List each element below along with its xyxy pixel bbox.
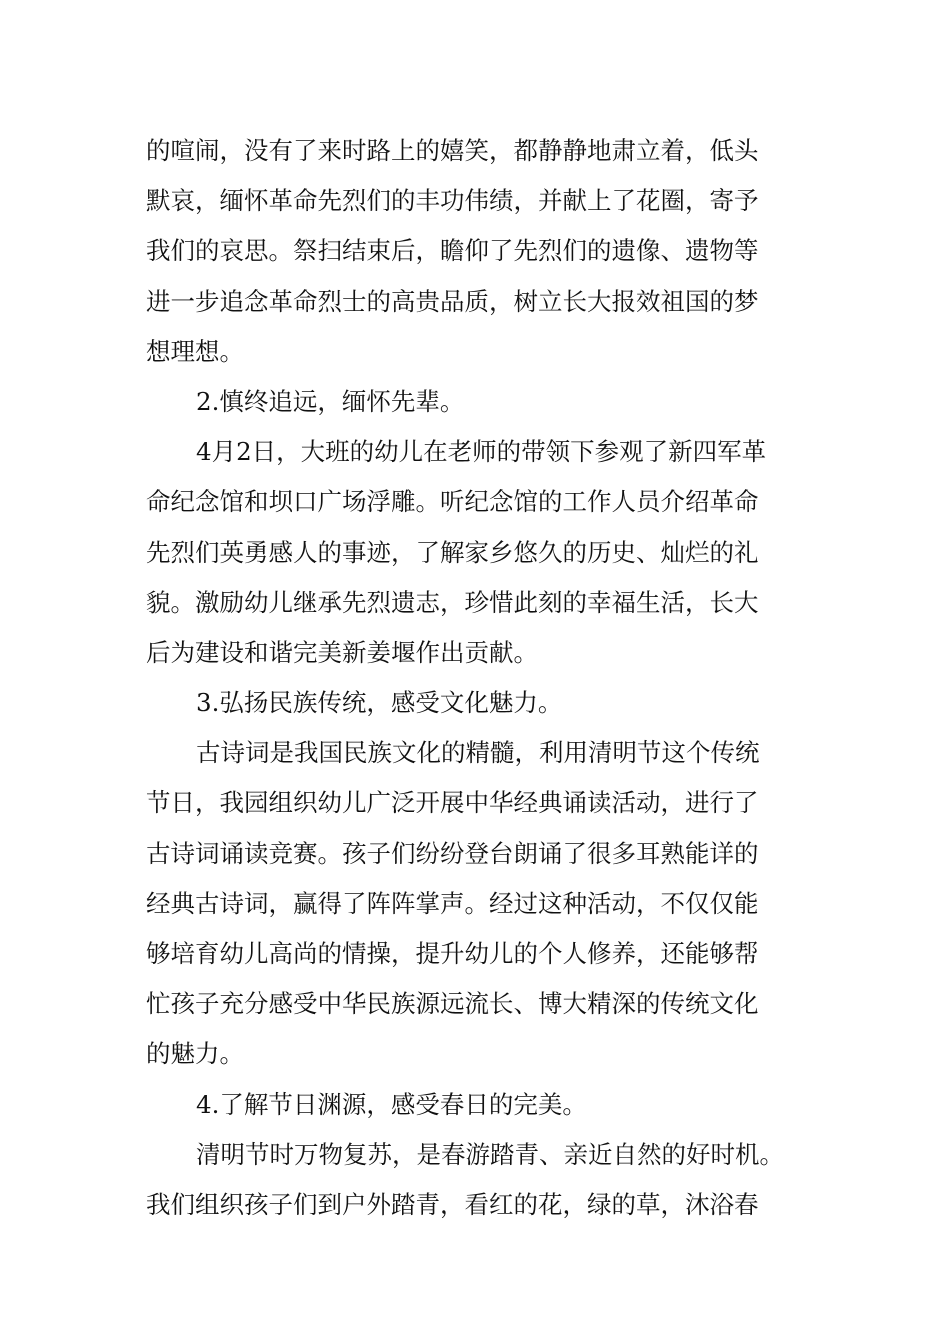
text-line: 古诗词诵读竞赛。孩子们纷纷登台朗诵了很多耳熟能详的 [146, 838, 759, 868]
text-line: 貌。激励幼儿继承先烈遗志，珍惜此刻的幸福生活，长大 [146, 587, 759, 617]
text-line: 经典古诗词，赢得了阵阵掌声。经过这种活动，不仅仅能 [146, 888, 759, 918]
text-line: 4.了解节日渊源，感受春日的完美。 [196, 1089, 587, 1119]
text-line: 忙孩子充分感受中华民族源远流长、博大精深的传统文化 [146, 989, 759, 1019]
text-line: 4月2日，大班的幼儿在老师的带领下参观了新四军革 [196, 437, 767, 467]
text-line: 清明节时万物复苏，是春游踏青、亲近自然的好时机。 [196, 1139, 784, 1169]
text-line: 的喧闹，没有了来时路上的嬉笑，都静静地肃立着，低头 [146, 136, 759, 165]
text-line: 古诗词是我国民族文化的精髓，利用清明节这个传统 [196, 738, 760, 768]
text-line: 进一步追念革命烈士的高贵品质，树立长大报效祖国的梦 [146, 286, 759, 316]
text-line: 2.慎终追远，缅怀先辈。 [196, 386, 465, 416]
text-line: 命纪念馆和坝口广场浮雕。听纪念馆的工作人员介绍革命 [146, 487, 759, 517]
document-page [146, 126, 816, 1230]
text-line: 先烈们英勇感人的事迹，了解家乡悠久的历史、灿烂的礼 [146, 537, 759, 567]
text-line: 我们的哀思。祭扫结束后，瞻仰了先烈们的遗像、遗物等 [146, 236, 759, 266]
text-line: 后为建设和谐完美新姜堰作出贡献。 [146, 637, 538, 667]
text-line: 默哀，缅怀革命先烈们的丰功伟绩，并献上了花圈，寄予 [146, 186, 759, 216]
text-line: 的魅力。 [146, 1039, 244, 1069]
text-line: 想理想。 [146, 336, 244, 366]
text-line: 节日，我园组织幼儿广泛开展中华经典诵读活动，进行了 [146, 788, 759, 818]
text-line: 3.弘扬民族传统，感受文化魅力。 [196, 688, 563, 718]
text-line: 我们组织孩子们到户外踏青，看红的花，绿的草，沐浴春 [146, 1189, 759, 1219]
text-line: 够培育幼儿高尚的情操，提升幼儿的个人修养，还能够帮 [146, 939, 759, 968]
